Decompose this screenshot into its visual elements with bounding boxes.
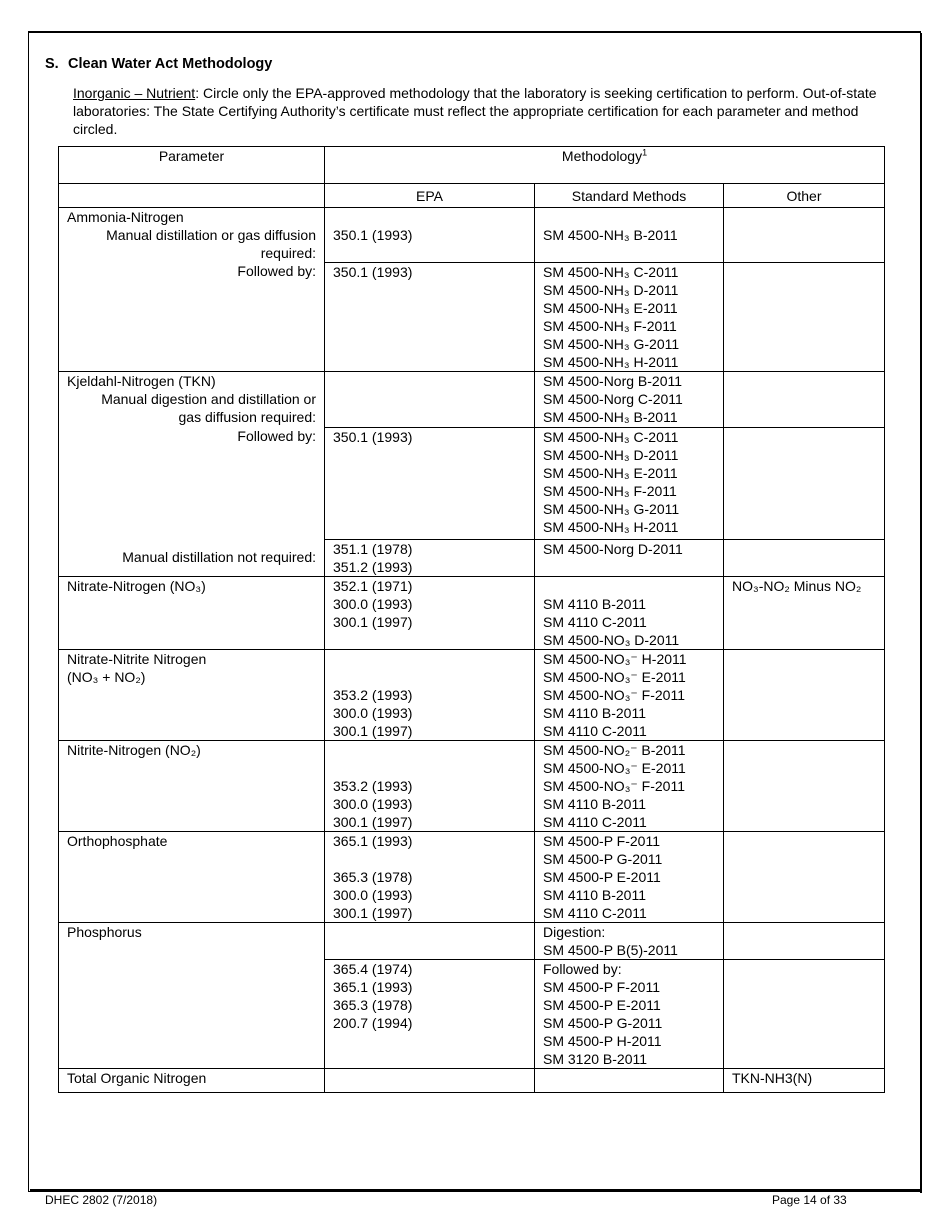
sm-method[interactable]: SM 4110 B-2011: [543, 595, 646, 612]
sm-method[interactable]: SM 4500-NO₃⁻ F-2011: [543, 777, 685, 794]
sm-method[interactable]: SM 4110 B-2011: [543, 704, 646, 721]
epa-cell: [325, 576, 535, 649]
section-heading: [45, 56, 272, 72]
epa-method[interactable]: 353.2 (1993): [333, 686, 413, 703]
sm-method[interactable]: SM 4500-NH₃ F-2011: [543, 317, 677, 334]
epa-method[interactable]: 352.1 (1971): [333, 577, 413, 594]
table-row: [59, 539, 885, 576]
sm-cell: [535, 922, 724, 959]
page-shadow-right: [920, 33, 922, 1193]
sm-method[interactable]: SM 4500-NH₃ F-2011: [543, 482, 677, 499]
other-cell: [724, 959, 885, 1068]
sm-method[interactable]: SM 4110 C-2011: [543, 904, 647, 921]
header-standard-methods: Standard Methods: [535, 184, 724, 208]
sm-method[interactable]: SM 4500-NH₃ B-2011: [543, 408, 678, 425]
epa-method[interactable]: 365.4 (1974): [333, 960, 413, 977]
sm-method[interactable]: SM 4500-P B(5)-2011: [543, 941, 678, 958]
table-row: [59, 262, 885, 371]
epa-method[interactable]: 365.3 (1978): [333, 868, 413, 885]
form-number: DHEC 2802 (7/2018): [45, 1193, 158, 1207]
sm-method[interactable]: SM 4500-NO₃⁻ H-2011: [543, 650, 687, 667]
epa-method[interactable]: 365.3 (1978): [333, 996, 413, 1013]
sm-cell: [535, 371, 724, 427]
epa-method[interactable]: 300.0 (1993): [333, 595, 413, 612]
epa-method[interactable]: 300.0 (1993): [333, 795, 413, 812]
header-blank: [59, 184, 325, 208]
parameter-cell: Nitrite-Nitrogen (NO₂): [59, 740, 325, 831]
sm-cell: [535, 427, 724, 539]
sm-method[interactable]: SM 3120 B-2011: [543, 1050, 648, 1067]
sm-method[interactable]: SM 4500-NO₃ D-2011: [543, 631, 680, 648]
epa-method[interactable]: 351.2 (1993): [333, 558, 413, 575]
sm-method[interactable]: SM 4500-NO₂⁻ B-2011: [543, 741, 686, 758]
epa-cell: [325, 922, 535, 959]
table-row: [59, 959, 885, 1068]
epa-cell: [325, 740, 535, 831]
other-cell: [724, 371, 885, 427]
instructions-paragraph: [73, 84, 893, 138]
sm-method[interactable]: SM 4500-P E-2011: [543, 868, 661, 885]
sm-method[interactable]: SM 4500-NH₃ E-2011: [543, 464, 678, 481]
parameter-cell: Manual distillation not required:: [59, 539, 325, 576]
section-title: Clean Water Act Methodology: [68, 56, 273, 72]
sm-method[interactable]: SM 4500-P G-2011: [543, 1014, 663, 1031]
instructions-category: Inorganic – Nutrient: [73, 85, 196, 101]
other-cell: [724, 740, 885, 831]
sm-method[interactable]: SM 4500-P F-2011: [543, 978, 660, 995]
parameter-cell: [59, 959, 325, 1068]
table-header-row: [59, 147, 885, 184]
table-row: [59, 371, 885, 427]
other-cell: [724, 649, 885, 740]
parameter-cell: Followed by:: [59, 262, 325, 371]
parameter-cell: Phosphorus: [59, 922, 325, 959]
footnote-marker: 1: [642, 147, 648, 158]
sm-label: Followed by:: [543, 960, 622, 977]
epa-method[interactable]: 200.7 (1994): [333, 1014, 413, 1031]
table-row: [59, 649, 885, 740]
epa-cell: [325, 371, 535, 427]
other-cell: [724, 208, 885, 263]
sm-method[interactable]: SM 4500-NO₃⁻ F-2011: [543, 686, 685, 703]
epa-cell: [325, 959, 535, 1068]
header-parameter: Parameter: [59, 147, 325, 184]
epa-method[interactable]: 365.1 (1993): [333, 832, 413, 849]
sm-cell: [535, 959, 724, 1068]
page-number: Page 14 of 33: [772, 1193, 847, 1207]
sm-method[interactable]: SM 4500-NO₃⁻ E-2011: [543, 759, 686, 776]
sm-method[interactable]: SM 4500-P G-2011: [543, 850, 663, 867]
section-letter: S.: [45, 56, 59, 72]
epa-cell: [325, 539, 535, 576]
sm-method[interactable]: SM 4110 C-2011: [543, 722, 647, 739]
other-cell[interactable]: NO₃-NO₂ Minus NO₂: [724, 576, 885, 649]
epa-cell[interactable]: 350.1 (1993): [325, 427, 535, 539]
sm-method[interactable]: SM 4500-P H-2011: [543, 1032, 662, 1049]
other-cell: [724, 539, 885, 576]
table-row: [59, 208, 885, 263]
sm-method[interactable]: SM 4110 B-2011: [543, 795, 646, 812]
other-cell: [724, 831, 885, 922]
sm-method[interactable]: SM 4500-Norg C-2011: [543, 390, 683, 407]
header-methodology: Methodology$^1$: [325, 147, 885, 184]
sm-method[interactable]: SM 4500-NH₃ E-2011: [543, 299, 678, 316]
sm-label: Digestion:: [543, 923, 606, 940]
epa-cell[interactable]: 350.1 (1993): [325, 208, 535, 263]
instructions-text: : Circle only the EPA-approved methodology that the laboratory is seeking certification to perform. Out-of-state laboratories: The State Certifying Authority’s certificate must reflect the appropriate certification for each parameter and method circled.: [73, 85, 877, 137]
sm-method[interactable]: SM 4500-NH₃ C-2011: [543, 263, 679, 280]
sm-method[interactable]: SM 4110 C-2011: [543, 613, 647, 630]
epa-method[interactable]: 300.1 (1997): [333, 722, 413, 739]
epa-method[interactable]: 300.1 (1997): [333, 613, 413, 630]
sm-method[interactable]: SM 4500-P F-2011: [543, 832, 660, 849]
other-cell: [724, 922, 885, 959]
methodology-table: [58, 146, 885, 1093]
epa-method[interactable]: 353.2 (1993): [333, 777, 413, 794]
epa-method[interactable]: 351.1 (1978): [333, 540, 413, 557]
sm-method[interactable]: SM 4500-NH₃ H-2011: [543, 518, 679, 535]
epa-method[interactable]: 365.1 (1993): [333, 978, 413, 995]
sm-method[interactable]: SM 4500-P E-2011: [543, 996, 661, 1013]
table-row: [59, 922, 885, 959]
sm-method[interactable]: SM 4500-NH₃ G-2011: [543, 500, 680, 517]
parameter-cell: Kjeldahl-Nitrogen (TKN) Manual digestion and distillation or gas diffusion required:: [59, 371, 325, 427]
sm-cell[interactable]: SM 4500-Norg D-2011: [535, 539, 724, 576]
header-epa: EPA: [325, 184, 535, 208]
parameter-cell: Followed by:: [59, 427, 325, 539]
parameter-cell: Orthophosphate: [59, 831, 325, 922]
sm-cell: [535, 740, 724, 831]
sm-method[interactable]: SM 4500-NH₃ C-2011: [543, 428, 679, 445]
table-row: [59, 576, 885, 649]
epa-method[interactable]: 300.0 (1993): [333, 704, 413, 721]
epa-method[interactable]: 300.1 (1997): [333, 813, 413, 830]
parameter-cell: Nitrate-Nitrite Nitrogen (NO₃ + NO₂): [59, 649, 325, 740]
parameter-cell: Total Organic Nitrogen: [59, 1068, 325, 1092]
table-row: [59, 1068, 885, 1092]
sm-method[interactable]: SM 4500-Norg B-2011: [543, 372, 683, 389]
sm-cell: [535, 576, 724, 649]
epa-method[interactable]: 300.0 (1993): [333, 886, 413, 903]
table-row: [59, 831, 885, 922]
sm-cell[interactable]: SM 4500-NH₃ B-2011: [535, 208, 724, 263]
sm-method[interactable]: SM 4500-NH₃ D-2011: [543, 281, 679, 298]
table-subheader-row: [59, 184, 885, 208]
sm-cell: [535, 1068, 724, 1092]
parameter-cell: Ammonia-Nitrogen Manual distillation or gas diffusion required:: [59, 208, 325, 263]
sm-cell: [535, 831, 724, 922]
sm-method[interactable]: SM 4500-NO₃⁻ E-2011: [543, 668, 686, 685]
table-row: [59, 427, 885, 539]
sm-method[interactable]: SM 4110 B-2011: [543, 886, 646, 903]
epa-method[interactable]: 300.1 (1997): [333, 904, 413, 921]
sm-method[interactable]: SM 4500-NH₃ G-2011: [543, 335, 680, 352]
parameter-cell: Nitrate-Nitrogen (NO₃): [59, 576, 325, 649]
sm-method[interactable]: SM 4500-NH₃ D-2011: [543, 446, 679, 463]
epa-cell[interactable]: 350.1 (1993): [325, 262, 535, 371]
header-other: Other: [724, 184, 885, 208]
table-row: [59, 740, 885, 831]
sm-method[interactable]: SM 4500-NH₃ H-2011: [543, 353, 679, 370]
page-shadow-bottom: [30, 1189, 922, 1191]
epa-cell: [325, 831, 535, 922]
epa-cell: [325, 1068, 535, 1092]
other-cell: [724, 427, 885, 539]
sm-method[interactable]: SM 4110 C-2011: [543, 813, 647, 830]
sm-cell: [535, 649, 724, 740]
sm-cell: [535, 262, 724, 371]
other-cell[interactable]: TKN-NH3(N): [724, 1068, 885, 1092]
other-cell: [724, 262, 885, 371]
epa-cell: [325, 649, 535, 740]
